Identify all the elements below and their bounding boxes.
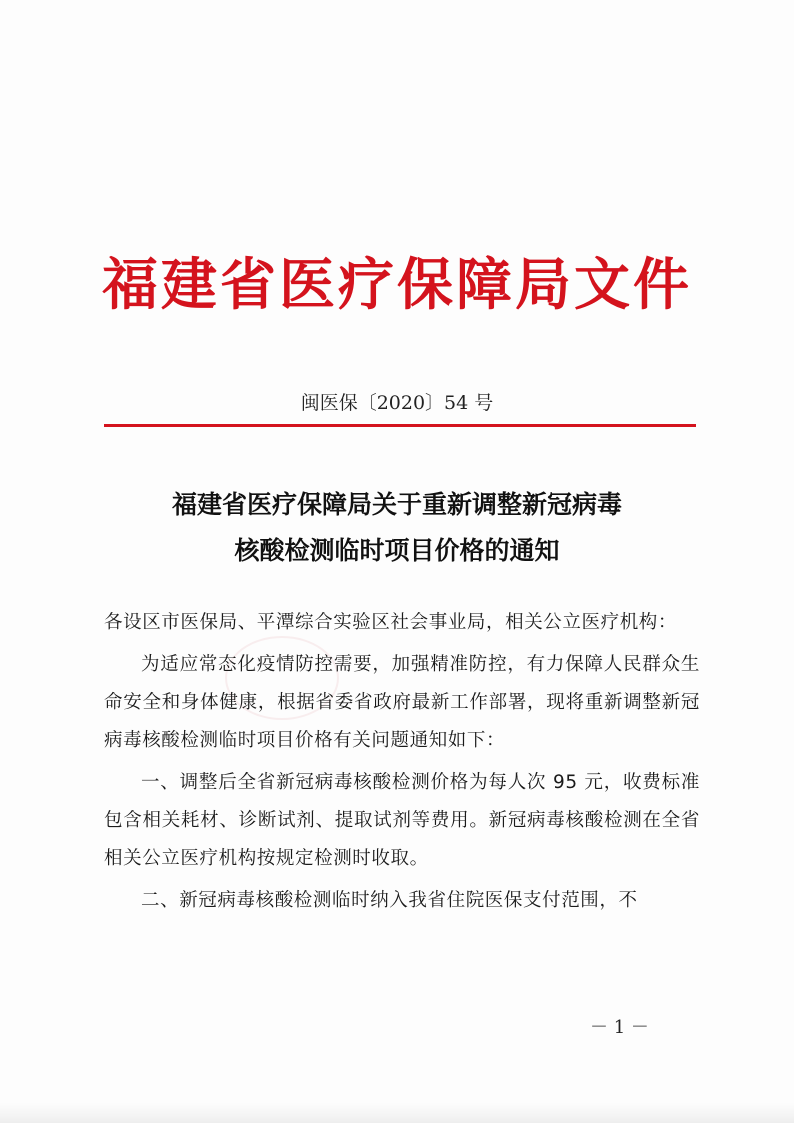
red-divider-line [104, 424, 696, 427]
issuing-organization-header: 福建省医疗保障局文件 [102, 253, 692, 318]
body-paragraph-3: 二、新冠病毒核酸检测临时纳入我省住院医保支付范围，不 [141, 890, 638, 911]
body-paragraph-2: 一、调整后全省新冠病毒核酸检测价格为每人次 95 元，收费标准包含相关耗材、诊断试剂、提取试剂等费用。新冠病毒核酸检测在全省相关公立医疗机构按规定检测时收取。 [104, 772, 700, 869]
title-line-1: 福建省医疗保障局关于重新调整新冠病毒 [171, 490, 622, 519]
scan-bottom-edge [0, 1103, 794, 1123]
body-paragraph-1: 为适应常态化疫情防控需要，加强精准防控，有力保障人民群众生命安全和身体健康，根据省委省政府最新工作部署，现将重新调整新冠病毒核酸检测临时项目价格有关问题通知如下： [104, 654, 700, 751]
document-body [104, 604, 700, 924]
title-line-2: 核酸检测临时项目价格的通知 [234, 536, 560, 565]
document-title [80, 482, 714, 574]
salutation: 各设区市医保局、平潭综合实验区社会事业局，相关公立医疗机构： [104, 612, 678, 633]
document-number: 闽医保〔2020〕54 号 [300, 392, 494, 414]
page-number: － 1 － [590, 1017, 649, 1038]
